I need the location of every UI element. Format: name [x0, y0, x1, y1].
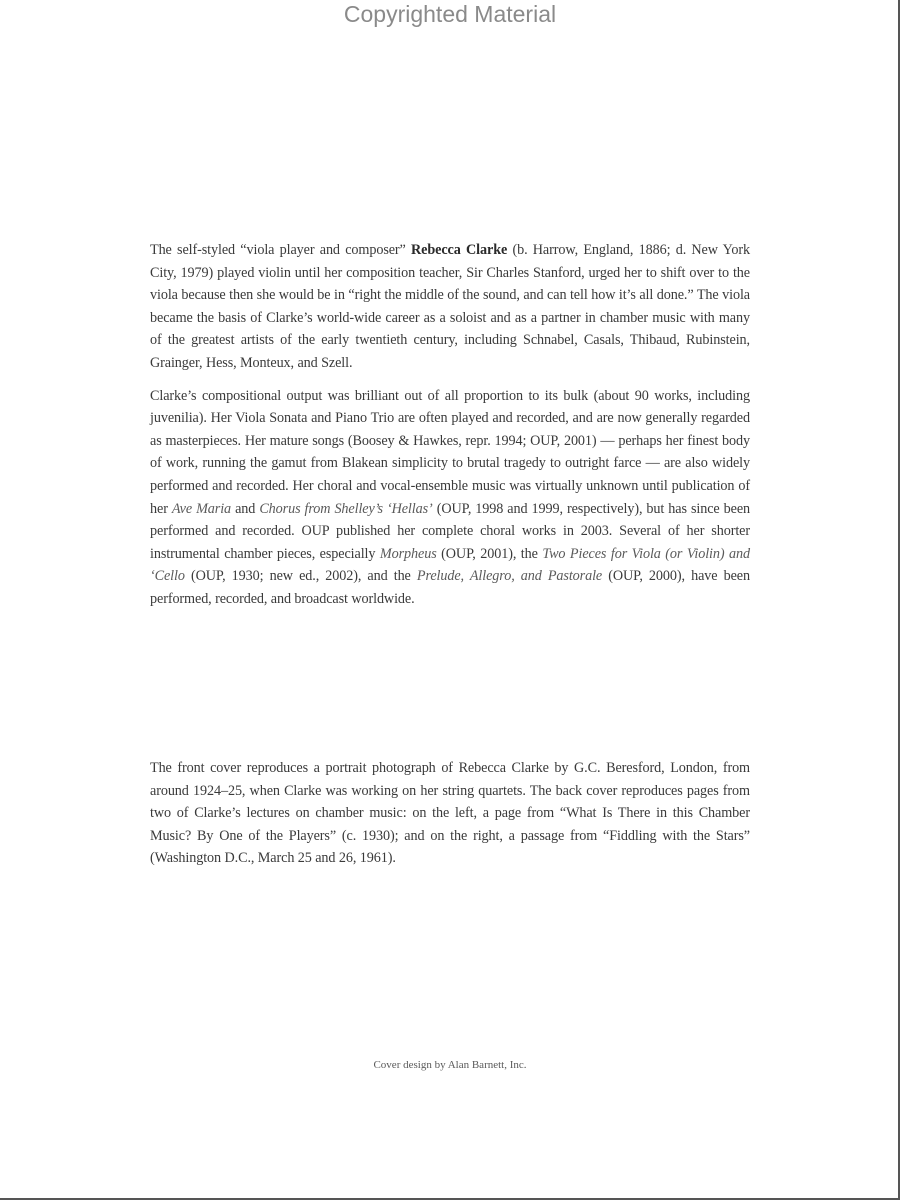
cover-design-credit: Cover design by Alan Barnett, Inc. — [373, 1059, 527, 1071]
bio-text: (OUP, 2001), the — [436, 545, 543, 562]
bio-text: (OUP, 1998 and 1999, respectively), but has since been performed and recorded. OUP published her complete choral works in 2003. Several of her shorter instrumental chamber pieces, especially — [150, 500, 751, 562]
biography-paragraph-1 — [150, 239, 750, 375]
cover-note-paragraph: The front cover reproduces a portrait photograph of Rebecca Clarke by G.C. Beresford, London, from around 1924–25, when Clarke was working on her string quartets. The back cover reproduces pages from two of Clarke’s lectures on chamber music: on the left, a page from “What Is There in this Chamber Music? By One of the Players” (c. 1930); and on the right, a passage from “Fiddling with the Stars” (Washington D.C., March 25 and 26, 1961). — [150, 760, 750, 867]
bio-text: The self-styled “viola player and composer” — [150, 242, 412, 258]
biography-section — [150, 239, 750, 621]
work-title-two-pieces: Two Pieces for Viola (or Violin) and ‘Cello — [150, 545, 750, 585]
work-title-morpheus: Morpheus — [379, 545, 437, 562]
composer-name: Rebecca Clarke — [411, 242, 508, 258]
work-title-ave-maria: Ave Maria — [171, 500, 232, 517]
bio-text: (OUP, 2000), have been performed, recorded, and broadcast worldwide. — [150, 568, 750, 607]
bio-text: Clarke’s compositional output was brilliant out of all proportion to its bulk (about 90 works, including juvenilia). Her Viola Sonata and Piano Trio are often played and recorded, and are now generally regarded as masterpieces. Her mature songs (Boosey & Hawkes, repr. 1994; OUP, 2001) — perhaps her finest body of work, running the gamut from Blakean simplicity to brutal tragedy to outright farce — are also widely performed and recorded. Her choral and vocal-ensemble music was virtually unknown until publication of her — [150, 387, 750, 517]
bio-text: and — [231, 500, 260, 517]
bio-text: (OUP, 1930; new ed., 2002), and the — [184, 568, 417, 585]
copyright-watermark: Copyrighted Material — [343, 1, 557, 27]
bio-text: (b. Harrow, England, 1886; d. New York City, 1979) played violin until her composition teacher, Sir Charles Stanford, urged her to shift over to the viola because then she would be in “right the middle of the sound, and can tell how it’s all done.” The viola became the basis of Clarke’s world-wide career as a soloist and as a partner in chamber music with many of the greatest artists of the early twentieth century, including Schnabel, Casals, Thibaud, Rubinstein, Grainger, Hess, Monteux, and Szell. — [150, 242, 750, 371]
work-title-prelude: Prelude, Allegro, and Pastorale — [416, 568, 603, 585]
biography-paragraph-2 — [150, 385, 750, 611]
cover-note-section — [150, 757, 750, 880]
work-title-chorus: Chorus from Shelley’s ‘Hellas’ — [259, 500, 433, 517]
